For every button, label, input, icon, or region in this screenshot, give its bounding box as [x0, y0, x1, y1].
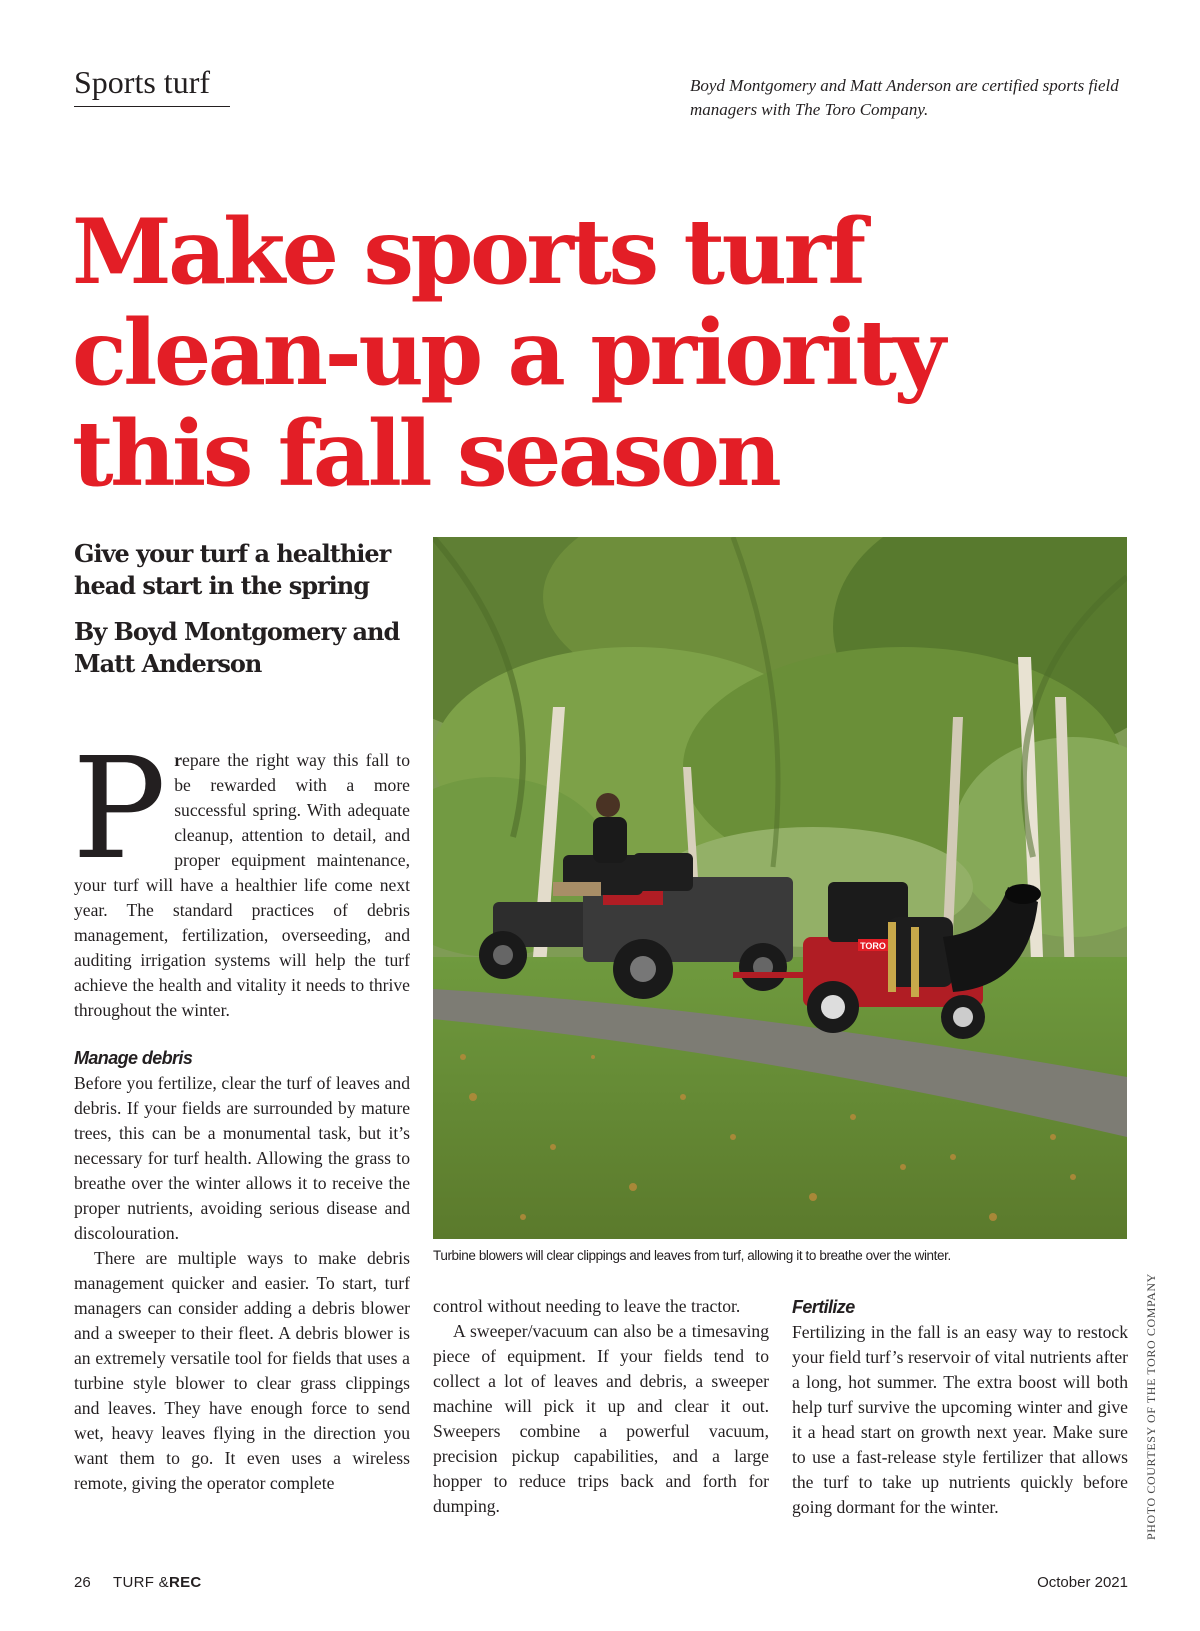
- section-label: Sports turf: [74, 62, 230, 107]
- magazine-name-part-2: REC: [168, 1574, 202, 1591]
- subhead-fertilize: Fertilize: [792, 1297, 855, 1317]
- deck-subtitle: Give your turf a healthier head start in the spring: [74, 539, 391, 600]
- body-column-3: [792, 1294, 1128, 1520]
- debris-section: [74, 1045, 410, 1496]
- body-column-2: [433, 1294, 769, 1519]
- author-bio: Boyd Montgomery and Matt Anderson are certified sports field managers with The Toro Company.: [690, 76, 1119, 119]
- byline: By Boyd Montgomery and Matt Anderson: [74, 617, 400, 678]
- magazine-name: [113, 1574, 202, 1591]
- headline-line-3: this fall season: [72, 401, 779, 507]
- issue-date: October 2021: [1037, 1574, 1128, 1591]
- article-photo: [433, 537, 1127, 1239]
- body-column-1: [72, 728, 410, 1023]
- photo-credit: PHOTO COURTESY OF THE TORO COMPANY: [1144, 1273, 1158, 1540]
- toro-logo: TORO: [860, 941, 886, 951]
- headline: [72, 199, 1152, 507]
- fertilize-paragraph-1: Fertilizing in the fall is an easy way to restock your field turf’s reservoir of vital nutrients after a long, hot summer. The extra boost will both help turf survive the upcoming winter and give it a head start on growth next year. Make sure to use a fast-release style fertilizer that allows the turf to take up nutrients quickly before going dormant for the winter.: [792, 1322, 1128, 1517]
- magazine-name-part-1: TURF &: [113, 1574, 169, 1591]
- subhead-manage-debris: Manage debris: [74, 1048, 193, 1068]
- debris-paragraph-2-continued: control without needing to leave the tractor.: [433, 1296, 741, 1316]
- photo-illustration: [433, 537, 1127, 1239]
- headline-line-1: Make sports turf: [72, 199, 863, 305]
- debris-paragraph-1: Before you fertilize, clear the turf of leaves and debris. If your fields are surrounded by mature trees, this can be a monumental task, but it’s necessary for turf health. Allowing the grass to breathe over the winter allows it to receive the proper nutrients, avoiding serious disease and discolouration.: [74, 1073, 410, 1243]
- page-number: 26: [74, 1574, 91, 1591]
- debris-paragraph-2: There are multiple ways to make debris management quicker and easier. To start, turf managers can consider adding a debris blower and a sweeper to their fleet. A debris blower is an extremely versatile tool for fields that uses a turbine style blower to clear grass clippings and leaves. They have enough force to send wet, heavy leaves flying in the direction you want them to go. It even uses a wireless remote, giving the operator complete: [74, 1248, 410, 1493]
- debris-paragraph-3: A sweeper/vacuum can also be a timesaving piece of equipment. If your fields tend to collect a lot of leaves and debris, a sweeper machine will pick it up and clear it out. Sweepers combine a powerful vacuum, precision pickup capabilities, and a large hopper to reduce trips back and forth for dumping.: [433, 1321, 769, 1516]
- intro-text: epare the right way this fall to be rewarded with a more successful spring. With adequate cleanup, attention to detail, and proper equipment maintenance, your turf will have a healthier life come next year. The standard practices of debris management, fertilization, overseeding, and auditing irrigation systems will help the turf achieve the health and vitality it needs to thrive throughout the winter.: [74, 750, 410, 1020]
- intro-first-letters: r: [174, 750, 183, 770]
- drop-cap: P: [72, 728, 167, 891]
- intro-paragraph: [72, 728, 410, 1023]
- headline-line-2: clean-up a priority: [72, 300, 943, 406]
- photo-caption: Turbine blowers will clear clippings and leaves from turf, allowing it to breathe over the winter.: [433, 1248, 951, 1263]
